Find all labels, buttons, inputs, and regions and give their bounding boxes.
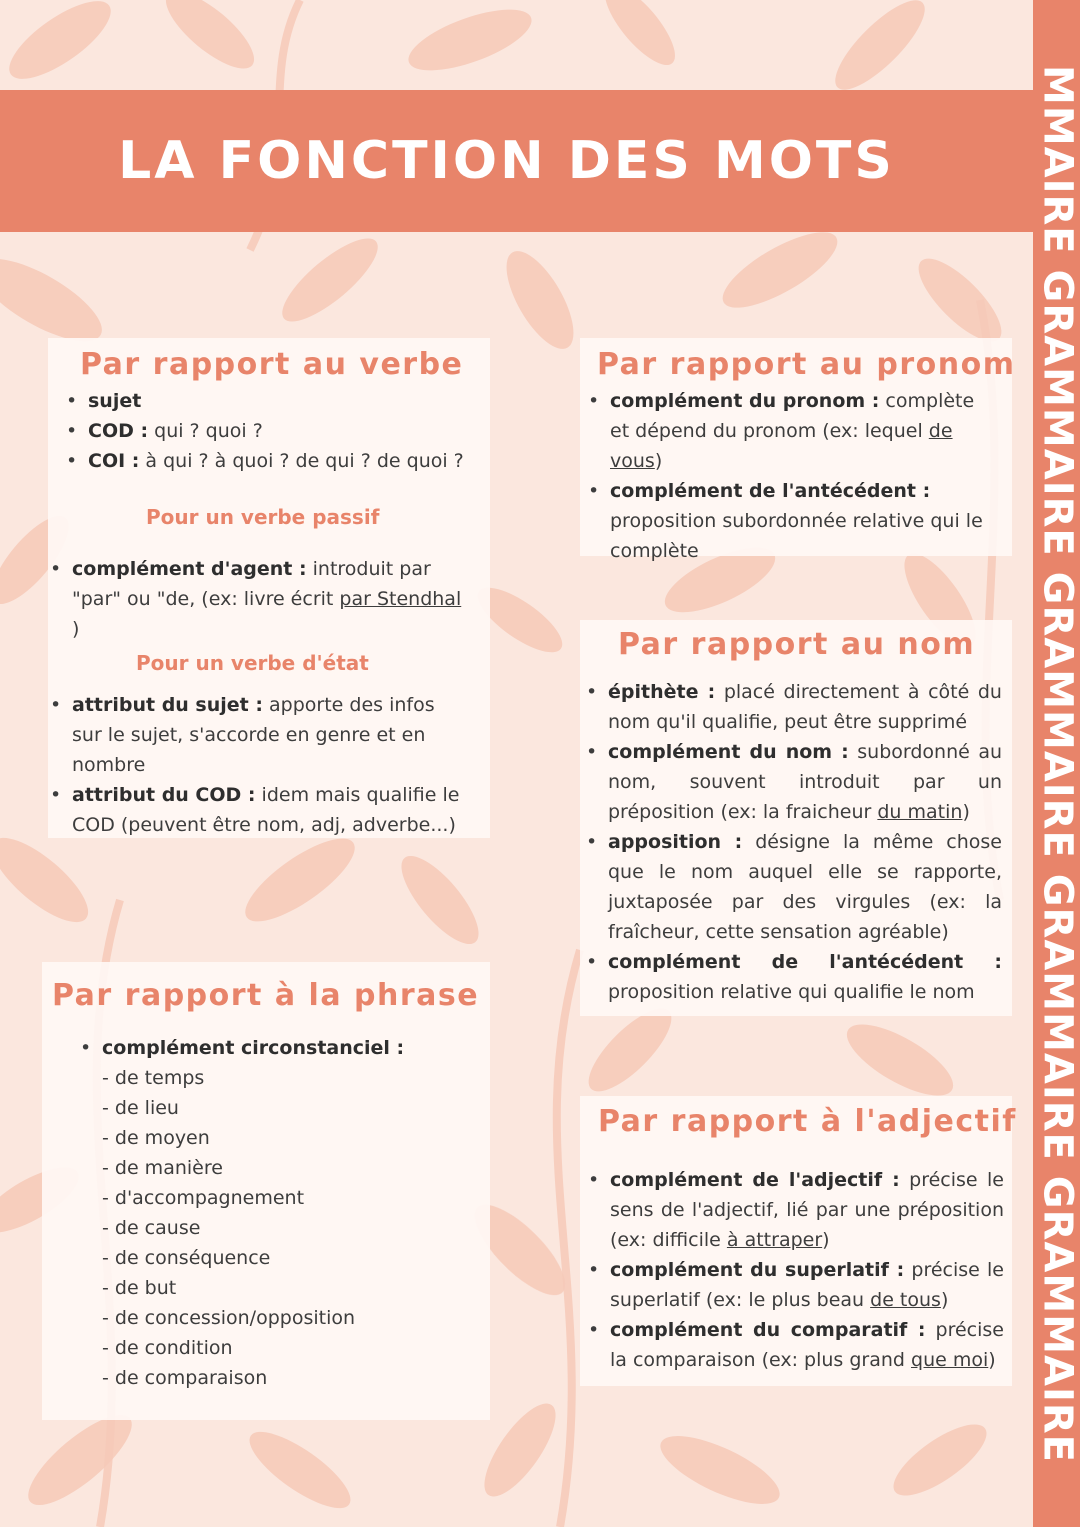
list-item: • attribut du COD : idem mais qualifie le COD (peuvent être nom, adj, adverbe...) xyxy=(48,780,464,840)
example: à attraper xyxy=(726,1229,823,1251)
term: complément du nom : xyxy=(608,741,849,763)
list-item: • COI : à qui ? à quoi ? de qui ? de quoi ? xyxy=(64,446,474,476)
pronom-list xyxy=(586,386,994,566)
adjectif-list xyxy=(586,1165,1004,1375)
term: complément circonstanciel : xyxy=(102,1037,405,1059)
verbe-list xyxy=(64,386,474,476)
term: attribut du COD : xyxy=(72,784,256,806)
sub-item: - de manière xyxy=(102,1157,223,1179)
phrase-list xyxy=(78,1033,478,1393)
sub-item: - de comparaison xyxy=(102,1367,268,1389)
adjectif-section-title: Par rapport à l'adjectif xyxy=(598,1104,1017,1139)
list-item: • complément du superlatif : précise le superlatif (ex: le plus beau de tous) xyxy=(586,1255,1004,1315)
list-item: • complément de l'antécédent : proposition subordonnée relative qui le complète xyxy=(586,476,994,566)
sub-item: - de lieu xyxy=(102,1097,179,1119)
term: sujet xyxy=(88,390,142,412)
term: complément du superlatif : xyxy=(610,1259,905,1281)
example: par Stendhal xyxy=(339,588,462,610)
example: de vous xyxy=(610,420,953,472)
term: complément du comparatif : xyxy=(610,1319,926,1341)
list-item: • COD : qui ? quoi ? xyxy=(64,416,474,446)
list-item: • complément du nom : subordonné au nom, souvent introduit par un préposition (ex: la fraicheur du matin) xyxy=(584,737,1002,827)
verbe-passif-list xyxy=(48,554,468,644)
sub-item: - de condition xyxy=(102,1337,233,1359)
side-strip xyxy=(1033,0,1080,1527)
example: de tous xyxy=(870,1289,941,1311)
sub-item: - de concession/opposition xyxy=(102,1307,356,1329)
nom-section-title: Par rapport au nom xyxy=(618,627,976,662)
title-banner xyxy=(0,90,1033,232)
term: apposition : xyxy=(608,831,743,853)
verbe-section-title: Par rapport au verbe xyxy=(80,347,464,382)
sub-item: - de temps xyxy=(102,1067,205,1089)
term: COI : xyxy=(88,450,140,472)
term: attribut du sujet : xyxy=(72,694,263,716)
verbe-passif-subtitle: Pour un verbe passif xyxy=(146,505,380,529)
list-item: • complément d'agent : introduit par "par" ou "de, (ex: livre écrit par Stendhal ) xyxy=(48,554,468,644)
term: complément de l'antécédent : xyxy=(610,480,931,502)
list-item xyxy=(64,386,474,416)
sub-item: - de moyen xyxy=(102,1127,210,1149)
example: du matin xyxy=(877,801,963,823)
list-item: • complément de l'adjectif : précise le sens de l'adjectif, lié par une préposition (ex: difficile à attraper) xyxy=(586,1165,1004,1255)
list-item: • épithète : placé directement à côté du nom qu'il qualifie, peut être supprimé xyxy=(584,677,1002,737)
sub-item: - d'accompagnement xyxy=(102,1187,305,1209)
sub-item: - de conséquence xyxy=(102,1247,271,1269)
circonstanciel-sublist xyxy=(102,1063,478,1393)
verbe-etat-list xyxy=(48,690,464,840)
sub-item: - de cause xyxy=(102,1217,201,1239)
nom-list xyxy=(584,677,1002,1007)
term: complément d'agent : xyxy=(72,558,307,580)
list-item: • complément de l'antécédent : proposition relative qui qualifie le nom xyxy=(584,947,1002,1007)
sub-item: - de but xyxy=(102,1277,177,1299)
pronom-section-title: Par rapport au pronom xyxy=(597,347,1016,382)
term: COD : xyxy=(88,420,149,442)
term: complément du pronom : xyxy=(610,390,880,412)
list-item: • apposition : désigne la même chose que le nom auquel elle se rapporte, juxtaposée par des virgules (ex: la fraîcheur, cette sensation agréable) xyxy=(584,827,1002,947)
phrase-section-title: Par rapport à la phrase xyxy=(52,978,480,1013)
list-item: • complément du pronom : complète et dépend du pronom (ex: lequel de vous) xyxy=(586,386,994,476)
list-item xyxy=(78,1033,478,1393)
list-item: • attribut du sujet : apporte des infos sur le sujet, s'accorde en genre et en nombre xyxy=(48,690,464,780)
term: épithète : xyxy=(608,681,716,703)
term: complément de l'antécédent : xyxy=(608,951,1002,973)
list-item: • complément du comparatif : précise la comparaison (ex: plus grand que moi) xyxy=(586,1315,1004,1375)
example: que moi xyxy=(911,1349,989,1371)
verbe-etat-subtitle: Pour un verbe d'état xyxy=(136,651,369,675)
side-strip-text: MMAIRE GRAMMAIRE GRAMMAIRE GRAMMAIRE GRAMMAIRE xyxy=(1034,64,1080,1463)
term: complément de l'adjectif : xyxy=(610,1169,900,1191)
page-title: LA FONCTION DES MOTS xyxy=(118,131,895,191)
